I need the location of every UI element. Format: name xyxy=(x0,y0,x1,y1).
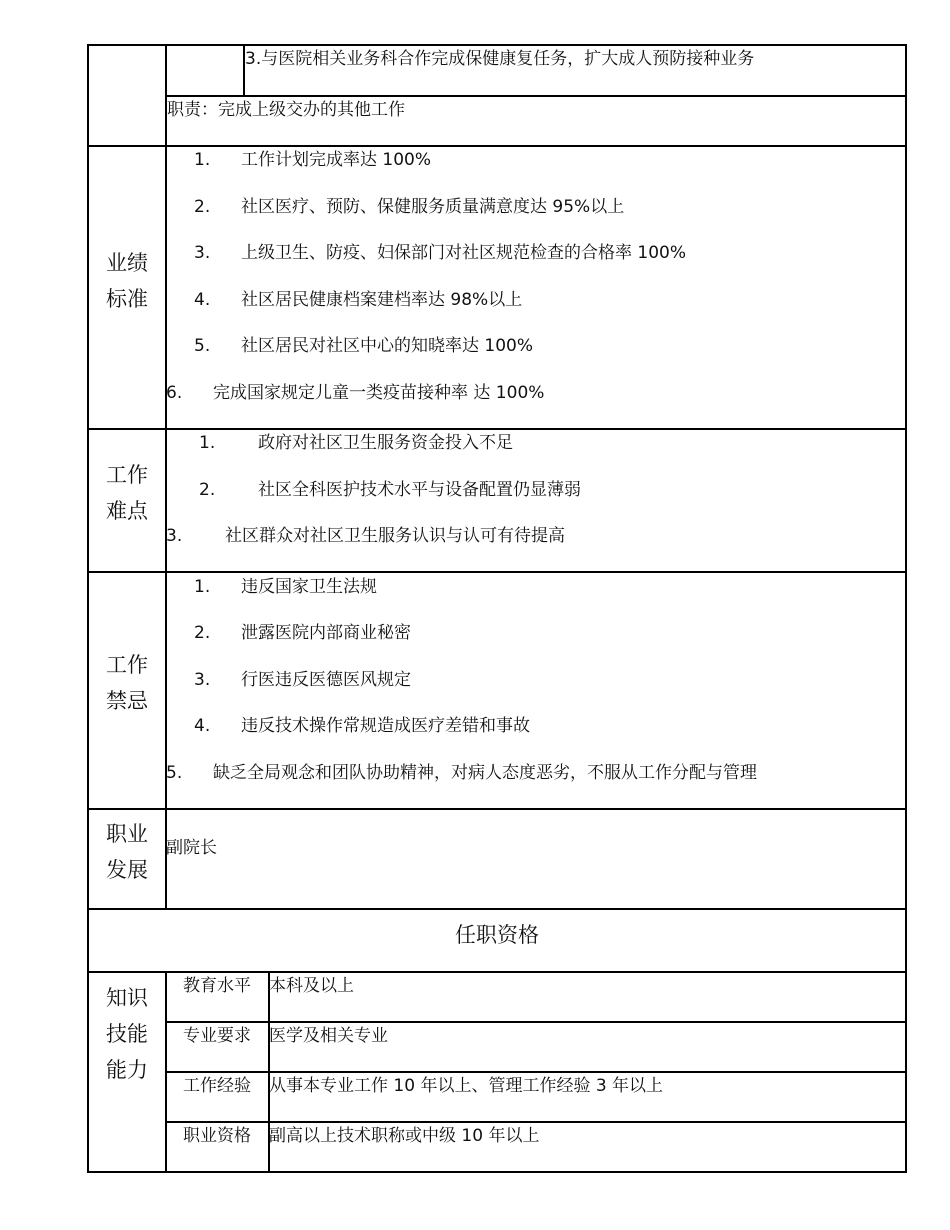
row-divider xyxy=(166,1121,907,1123)
list-item: 1. 政府对社区卫生服务资金投入不足 xyxy=(199,433,513,453)
taboos-label: 工作 禁忌 xyxy=(106,653,148,713)
list-item: 1. 违反国家卫生法规 xyxy=(194,577,377,597)
list-item: 6. 完成国家规定儿童一类疫苗接种率 达 100% xyxy=(166,383,545,403)
list-item: 3. 上级卫生、防疫、妇保部门对社区规范检查的合格率 100% xyxy=(194,243,687,263)
table-border-right xyxy=(905,44,907,1172)
list-item: 4. 社区居民健康档案建档率达 98%以上 xyxy=(194,290,523,310)
performance-label: 业绩 标准 xyxy=(106,251,148,311)
knowledge-label: 知识 技能 能力 xyxy=(106,986,148,1082)
qualification-title: 任职资格 xyxy=(455,923,539,947)
list-item: 1. 工作计划完成率达 100% xyxy=(194,150,432,170)
table-border-bottom xyxy=(87,1171,907,1173)
qualification-value: 副高以上技术职称或中级 10 年以上 xyxy=(269,1126,540,1146)
list-item: 2. 社区医疗、预防、保健服务质量满意度达 95%以上 xyxy=(194,197,625,217)
table-border-top xyxy=(87,44,907,46)
qualification-key: 职业资格 xyxy=(183,1126,251,1146)
list-item: 4. 违反技术操作常规造成医疗差错和事故 xyxy=(194,716,530,736)
qualification-key: 专业要求 xyxy=(183,1026,251,1046)
career-label: 职业 发展 xyxy=(106,822,148,882)
list-item: 2. 社区全科医护技术水平与设备配置仍显薄弱 xyxy=(199,480,581,500)
difficulties-label: 工作 难点 xyxy=(106,463,148,523)
row-divider xyxy=(87,971,907,973)
list-item: 3. 行医违反医德医风规定 xyxy=(194,670,411,690)
list-item: 5. 缺乏全局观念和团队协助精神，对病人态度恶劣，不服从工作分配与管理 xyxy=(166,763,757,783)
row-divider xyxy=(87,908,907,910)
qualification-value: 本科及以上 xyxy=(269,976,354,996)
row-divider xyxy=(166,1021,907,1023)
row-divider xyxy=(87,145,907,147)
row-divider xyxy=(166,1071,907,1073)
duty-other: 职责：完成上级交办的其他工作 xyxy=(167,100,405,120)
qualification-value: 医学及相关专业 xyxy=(269,1026,388,1046)
row-divider xyxy=(166,95,907,97)
duty-item-3: 3.与医院相关业务科合作完成保健康复任务，扩大成人预防接种业务 xyxy=(245,49,755,69)
qualification-key: 教育水平 xyxy=(183,976,251,996)
row-divider xyxy=(87,428,907,430)
qualification-key: 工作经验 xyxy=(183,1076,251,1096)
list-item: 3. 社区群众对社区卫生服务认识与认可有待提高 xyxy=(166,526,565,546)
career-value: 副院长 xyxy=(166,838,217,858)
row-divider xyxy=(87,808,907,810)
list-item: 5. 社区居民对社区中心的知晓率达 100% xyxy=(194,336,534,356)
row-divider xyxy=(87,571,907,573)
list-item: 2. 泄露医院内部商业秘密 xyxy=(194,623,411,643)
qualification-value: 从事本专业工作 10 年以上、管理工作经验 3 年以上 xyxy=(269,1076,664,1096)
